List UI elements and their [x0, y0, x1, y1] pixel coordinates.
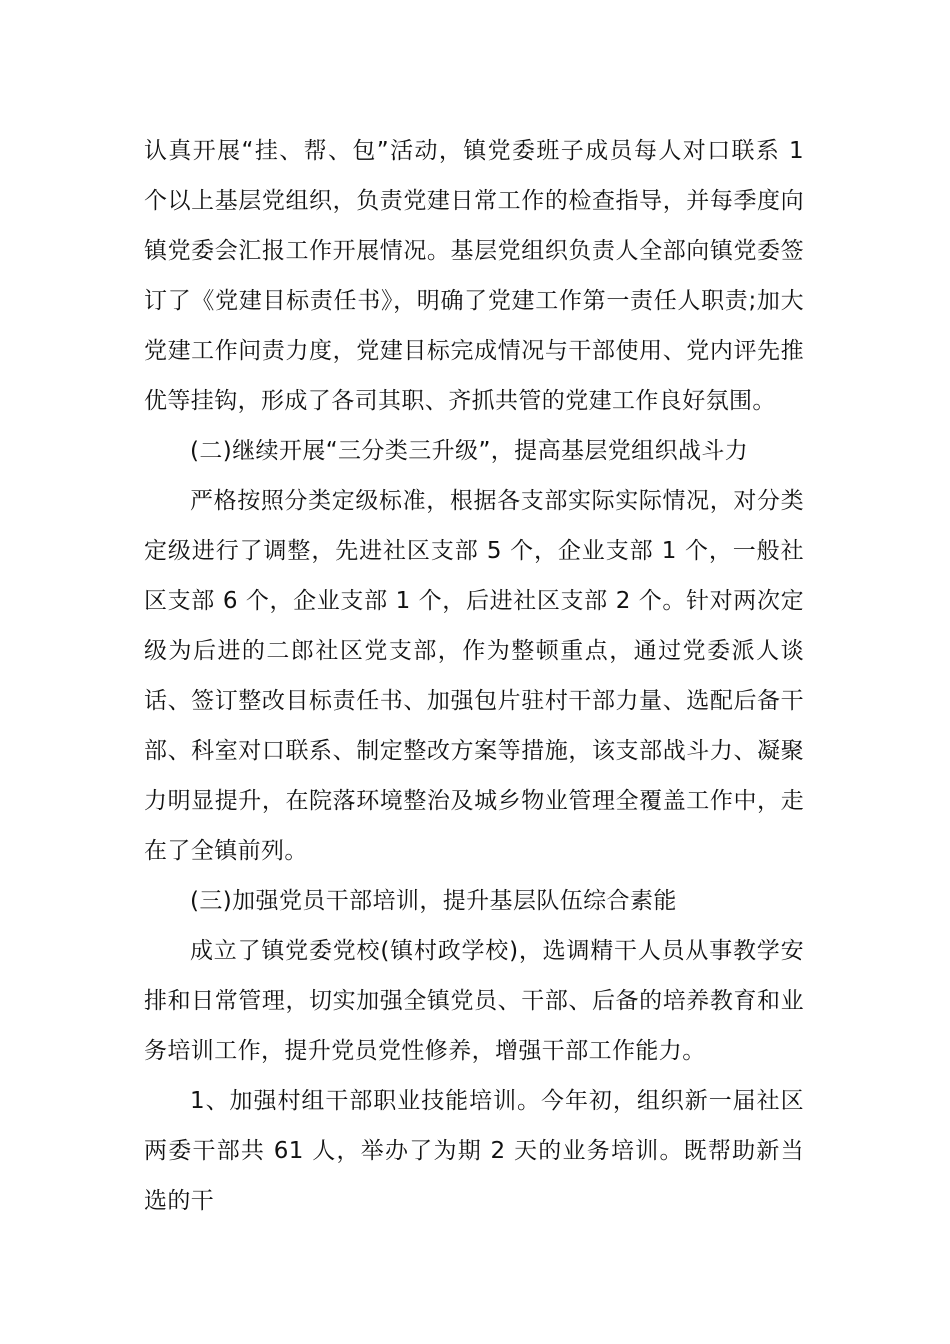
paragraph-training: 1、加强村组干部职业技能培训。今年初，组织新一届社区两委干部共 61 人，举办了为期 2 天的业务培训。既帮助新当选的干 [144, 1088, 804, 1214]
document-body [144, 126, 804, 1226]
section-heading-three: (三)加强党员干部培训，提升基层队伍综合素能 [190, 888, 677, 914]
section-heading-two: (二)继续开展“三分类三升级”，提高基层党组织战斗力 [190, 438, 749, 464]
paragraph-classification: 严格按照分类定级标准，根据各支部实际实际情况，对分类定级进行了调整，先进社区支部 5 个，企业支部 1 个，一般社区支部 6 个，企业支部 1 个，后进社区支部 2 个。针对两次定级为后进的二郎社区党支部，作为整顿重点，通过党委派人谈话、签订整改目标责任书、加强包片驻村干部力量、选配后备干部、科室对口联系、制定整改方案等措施，该支部战斗力、凝聚力明显提升，在院落环境整治及城乡物业管理全覆盖工作中，走在了全镇前列。 [144, 488, 804, 864]
paragraph-responsibility: 认真开展“挂、帮、包”活动，镇党委班子成员每人对口联系 1 个以上基层党组织，负责党建日常工作的检查指导，并每季度向镇党委会汇报工作开展情况。基层党组织负责人全部向镇党委签订了《党建目标责任书》，明确了党建工作第一责任人职责;加大党建工作问责力度，党建目标完成情况与干部使用、党内评先推优等挂钩，形成了各司其职、齐抓共管的党建工作良好氛围。 [144, 138, 804, 414]
paragraph-party-school: 成立了镇党委党校(镇村政学校)，选调精干人员从事教学安排和日常管理，切实加强全镇党员、干部、后备的培养教育和业务培训工作，提升党员党性修养，增强干部工作能力。 [144, 938, 804, 1064]
